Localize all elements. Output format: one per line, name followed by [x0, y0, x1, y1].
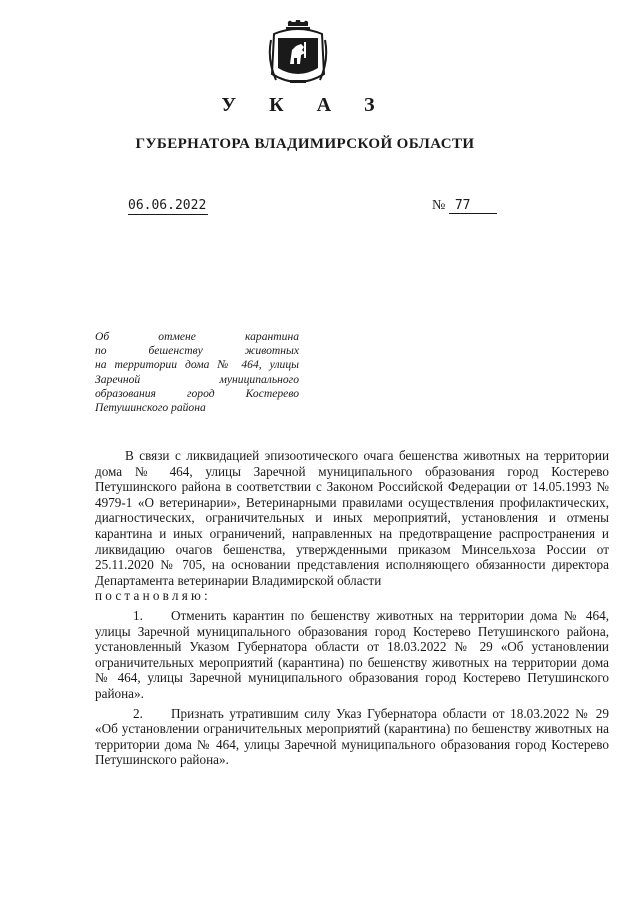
decree-date: 06.06.2022 [128, 198, 207, 213]
item-number: 1. [133, 607, 143, 623]
item-number: 2. [133, 705, 143, 721]
item-text: Признать утратившим силу Указ Губернатора области от 18.03.2022 № 29 «Об установлении ограничительных мероприятий (карантина) по бешенству животных на территории дома № 464, улицы Заречной муниципального образования город Костерево Петушинского района». [95, 705, 609, 768]
decree-item-2 [95, 706, 609, 768]
decree-item-1 [95, 608, 609, 702]
number-value: 77 [449, 198, 497, 214]
coat-of-arms-icon [268, 20, 328, 90]
document-title: У К А З [221, 94, 389, 116]
item-text: Отменить карантин по бешенству животных на территории дома № 464, улицы Заречной муниципального образования город Костерево Петушинского района, установленный Указом Губернатора области от 18.03.2022 № 29 «Об установлении ограничительных мероприятий (карантина) по бешенству животных на территории дома № 464, улицы Заречной муниципального образования город Костерево Петушинского района». [95, 607, 609, 701]
subject-line: Об отмене карантина [95, 330, 299, 343]
subject-line: Заречной муниципального [95, 372, 299, 386]
decree-body [95, 448, 609, 768]
decree-subject [95, 330, 299, 415]
number-sign: № [432, 198, 446, 213]
issuer-title: ГУБЕРНАТОРА ВЛАДИМИРСКОЙ ОБЛАСТИ [135, 136, 475, 152]
decree-word: постановляю: [95, 588, 211, 604]
subject-line: Петушинского района [95, 401, 206, 415]
decree-number [432, 198, 497, 214]
subject-line: на территории дома № 464, улицы [95, 358, 299, 372]
preamble-paragraph: В связи с ликвидацией эпизоотического очага бешенства животных на территории дома № 464, улицы Заречной муниципального образования город Костерево Петушинского района в соответствии с Законом Российской Федерации от 14.05.1993 № 4979-1 «О ветеринарии», Ветеринарными правилами осуществления профилактических, диагностических, ограничительных и иных мероприятий, установления и отмены карантина и иных ограничений, направленных на предотвращение распространения и ликвидацию очагов бешенства, утвержденными приказом Минсельхоза России от 25.11.2020 № 705, на основании представления исполняющего обязанности директора Департамента ветеринарии Владимирской области [95, 448, 609, 588]
subject-line: образования город Костерево [95, 386, 299, 400]
subject-line: по бешенству животных [95, 344, 299, 358]
